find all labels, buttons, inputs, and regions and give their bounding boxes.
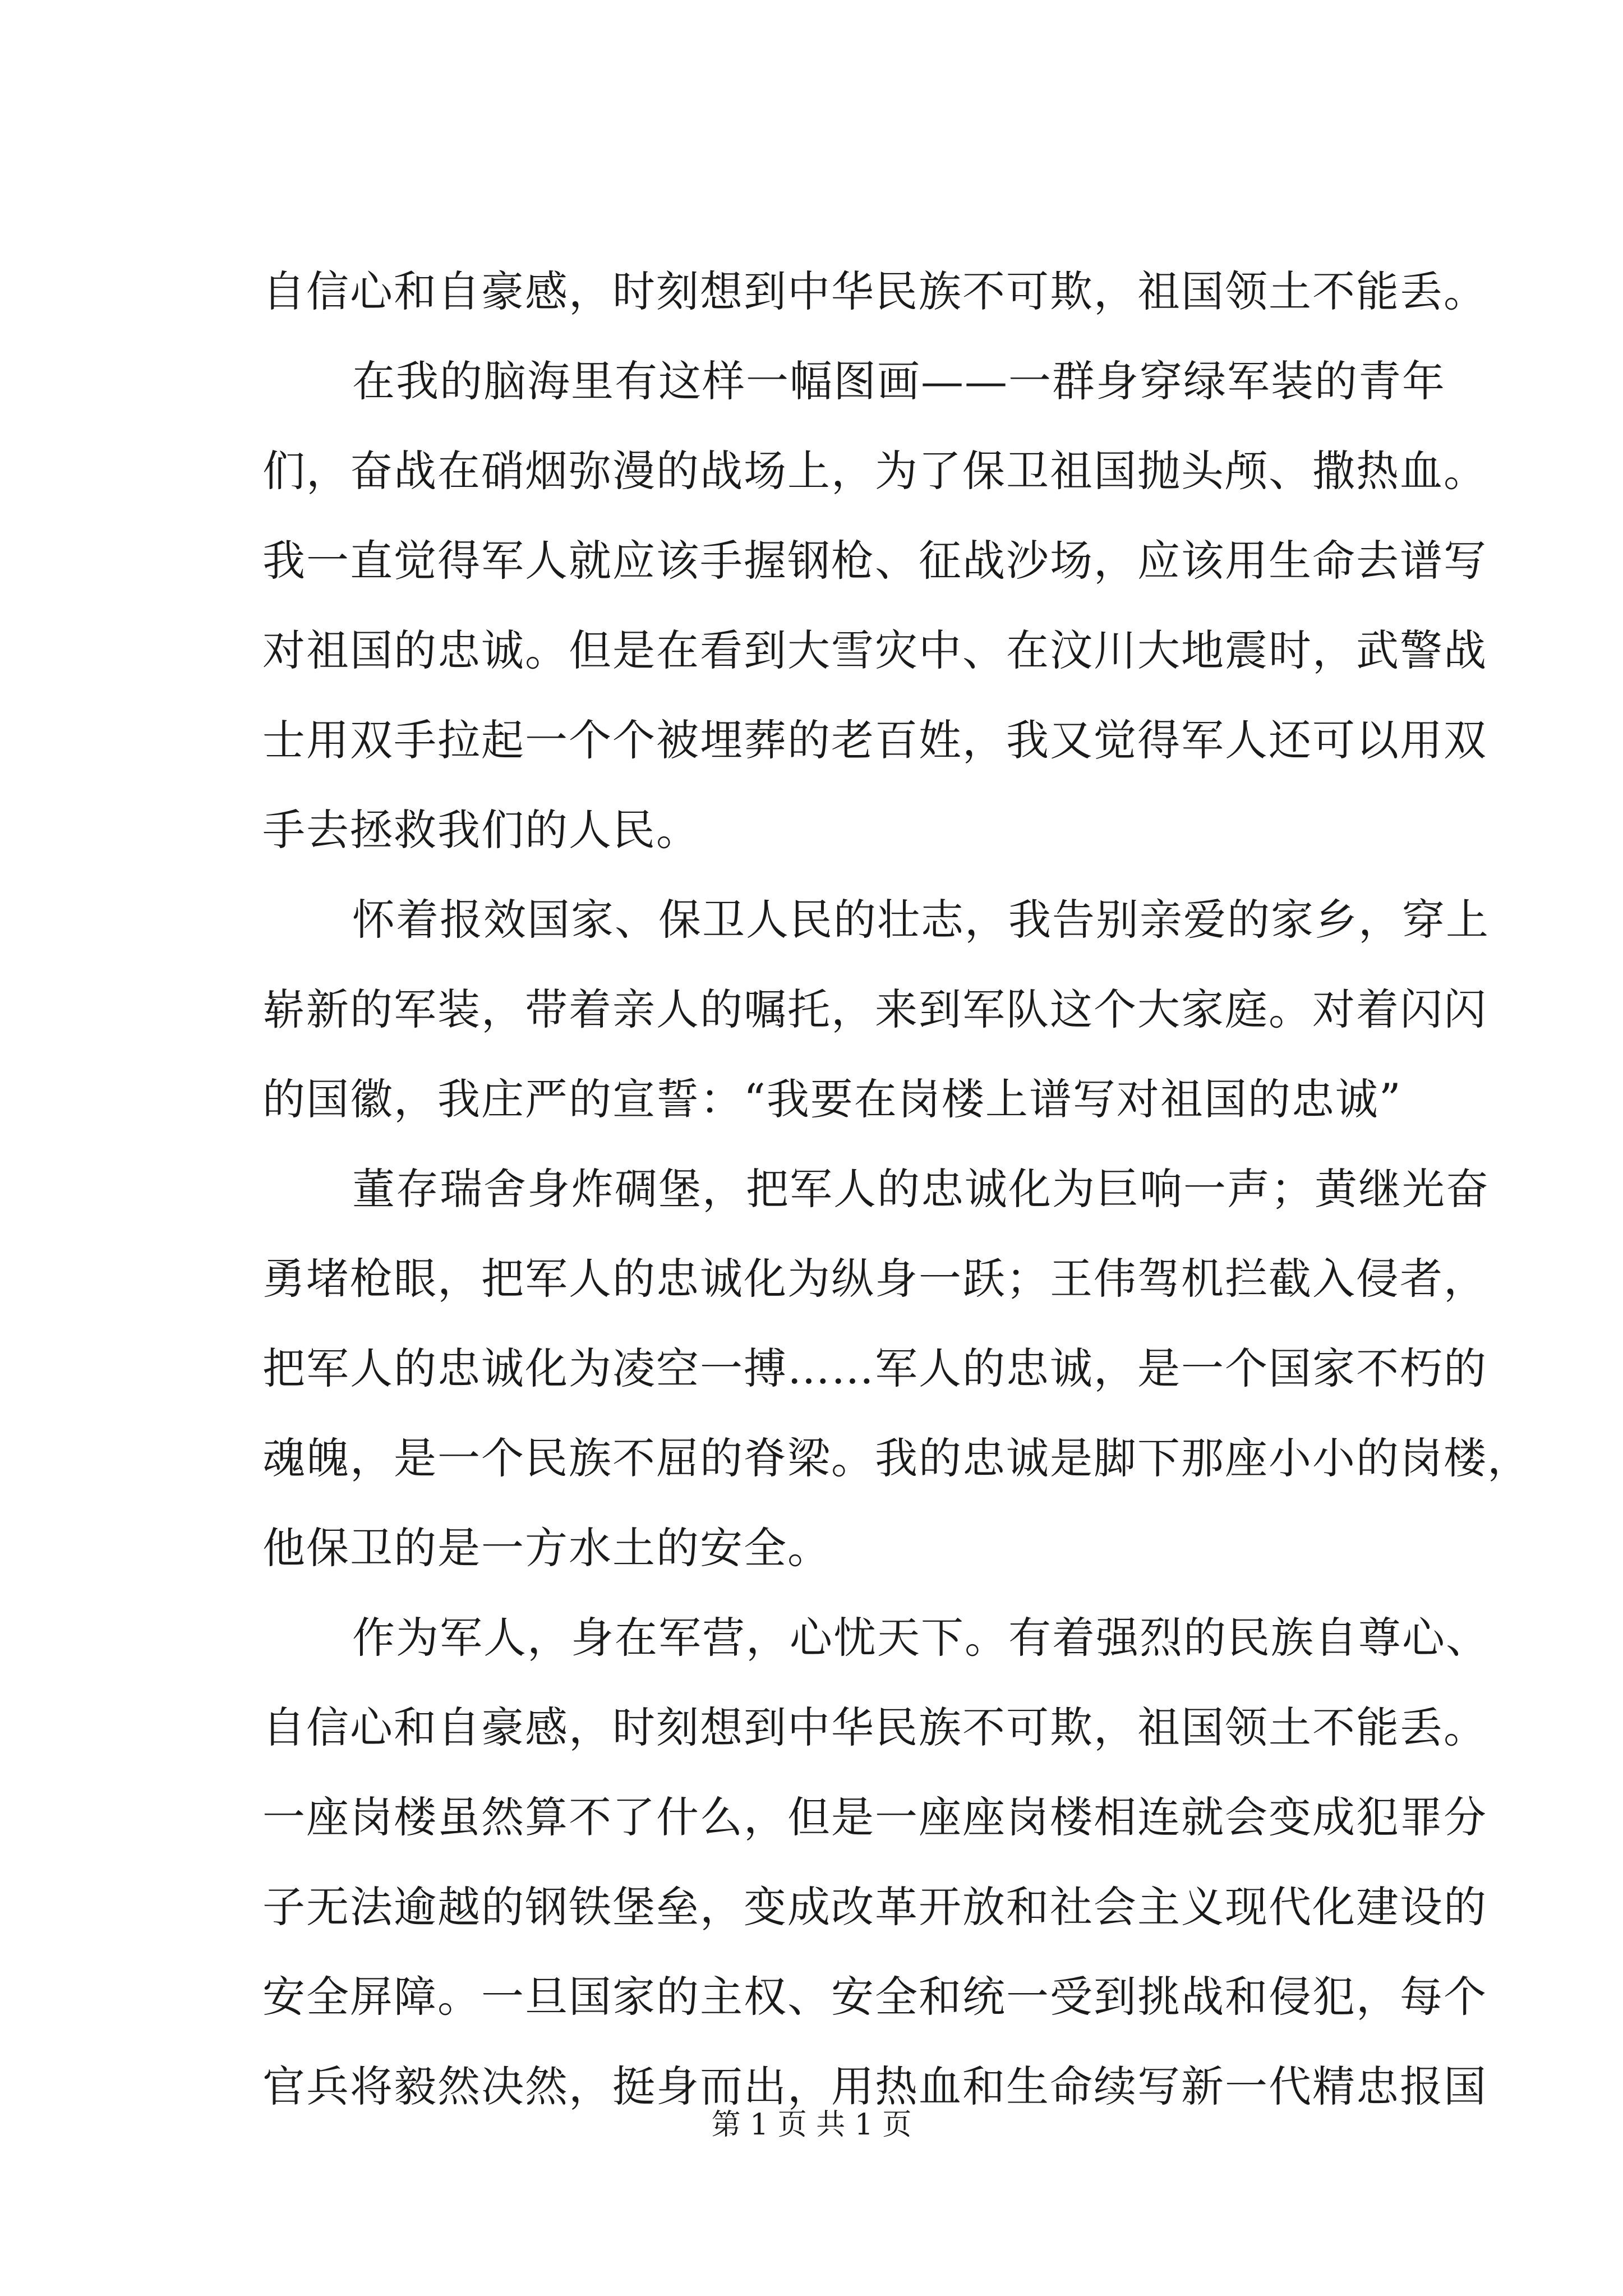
text-line: 崭新的军装，带着亲人的嘱托，来到军队这个大家庭。对着闪闪: [262, 984, 1487, 1034]
body-text: [262, 247, 1531, 2132]
text-line: 们，奋战在硝烟弥漫的战场上，为了保卫祖国抛头颅、撒热血。: [262, 446, 1487, 496]
text-line: 把军人的忠诚化为凌空一搏……军人的忠诚，是一个国家不朽的: [262, 1343, 1487, 1393]
paragraph-start-line: 作为军人，身在军营，心忧天下。有着强烈的民族自尊心、: [352, 1613, 1490, 1663]
text-line: 一座岗楼虽然算不了什么，但是一座座岗楼相连就会变成犯罪分: [262, 1792, 1487, 1842]
text-line: 勇堵枪眼，把军人的忠诚化为纵身一跃；王伟驾机拦截入侵者，: [262, 1254, 1487, 1304]
paragraph-end-line: 他保卫的是一方水土的安全。: [262, 1523, 831, 1573]
text-line: 士用双手拉起一个个被埋葬的老百姓，我又觉得军人还可以用双: [262, 715, 1487, 765]
paragraph-end-line: 手去拯救我们的人民。: [262, 805, 700, 855]
paragraph-start-line: 董存瑞舍身炸碉堡，把军人的忠诚化为巨响一声；黄继光奋: [352, 1164, 1490, 1214]
text-line: 官兵将毅然决然，挺身而出，用热血和生命续写新一代精忠报国: [262, 2062, 1487, 2111]
text-line: 魂魄，是一个民族不屈的脊梁。我的忠诚是脚下那座小小的岗楼，: [262, 1433, 1531, 1483]
paragraph-start-line: 怀着报效国家、保卫人民的壮志，我告别亲爱的家乡，穿上: [352, 895, 1490, 945]
text-line: 子无法逾越的钢铁堡垒，变成改革开放和社会主义现代化建设的: [262, 1882, 1487, 1932]
text-line: 自信心和自豪感，时刻想到中华民族不可欺，祖国领土不能丢。: [262, 266, 1487, 316]
text-line: 安全屏障。一旦国家的主权、安全和统一受到挑战和侵犯，每个: [262, 1972, 1487, 2022]
paragraph-end-line: 的国徽，我庄严的宣誓：“我要在岗楼上谱写对祖国的忠诚”: [262, 1074, 1402, 1124]
page-number-footer: 第 1 页 共 1 页: [711, 2108, 912, 2142]
paragraph-start-line: 在我的脑海里有这样一幅图画——一群身穿绿军装的青年: [352, 356, 1446, 406]
text-line: 自信心和自豪感，时刻想到中华民族不可欺，祖国领土不能丢。: [262, 1703, 1487, 1752]
text-line: 对祖国的忠诚。但是在看到大雪灾中、在汶川大地震时，武警战: [262, 625, 1487, 675]
text-line: 我一直觉得军人就应该手握钢枪、征战沙场，应该用生命去谱写: [262, 536, 1487, 586]
